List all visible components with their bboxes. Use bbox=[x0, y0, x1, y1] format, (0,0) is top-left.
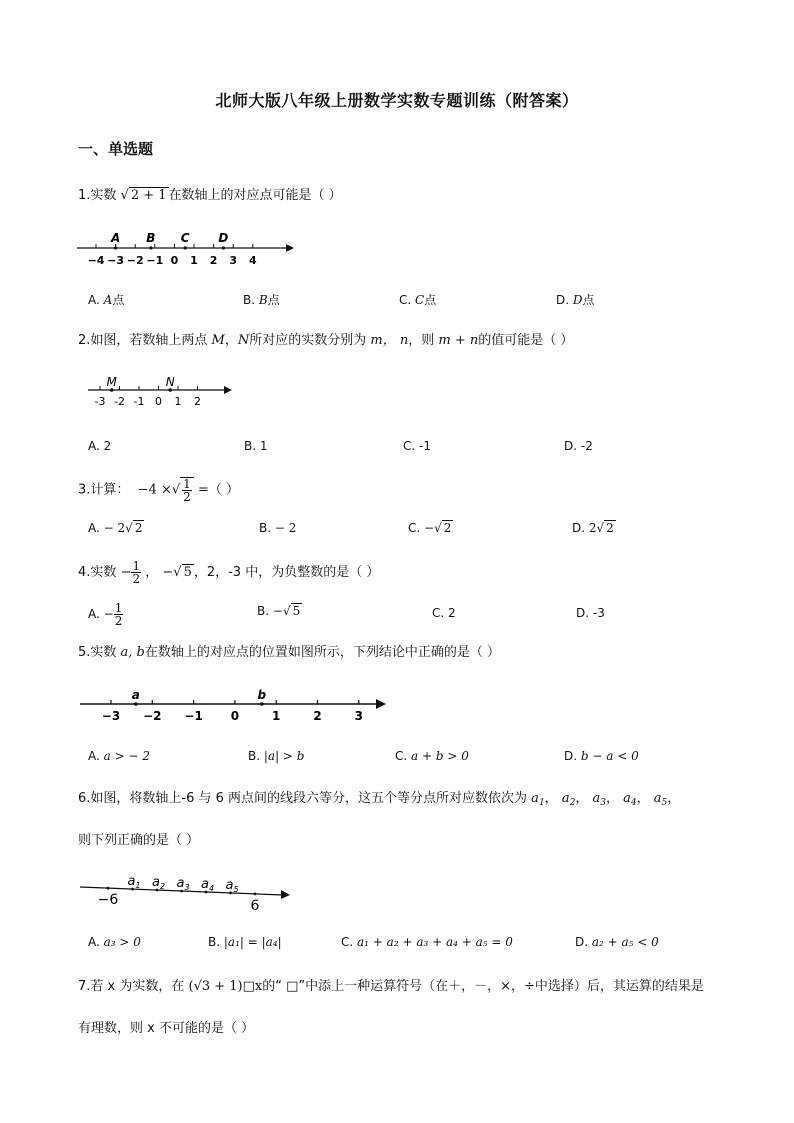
q5-number-line bbox=[78, 684, 398, 726]
q1-option-d[interactable]: D. D点 bbox=[556, 293, 595, 307]
q6-seq-term: $a_2$ bbox=[561, 791, 576, 808]
q5-option-a[interactable]: A. a > − 2 bbox=[88, 749, 150, 763]
q6-seq-term: $a_4$ bbox=[623, 791, 637, 808]
q2-tick-label: -3 bbox=[94, 395, 106, 408]
q6-option-b[interactable]: B. |a₁| = |a₄| bbox=[208, 935, 282, 949]
q6-right-label: 6 bbox=[250, 897, 260, 914]
q6-seq-term: $a_1$ bbox=[531, 791, 545, 808]
q2-tick-label: 0 bbox=[155, 395, 162, 408]
q1-tick-label: 2 bbox=[209, 254, 218, 267]
q6-point bbox=[254, 892, 257, 895]
question-5: 5.实数 a, b在数轴上的对应点的位置如图所示，下列结论中正确的是（ ） bbox=[78, 645, 501, 660]
q5-option-d[interactable]: D. b − a < 0 bbox=[564, 749, 639, 763]
q1-tick-label: −3 bbox=[107, 254, 125, 267]
q1-point bbox=[184, 246, 187, 249]
q6-point-label: $a_3$ bbox=[176, 876, 190, 892]
q1-tick-label: −1 bbox=[146, 254, 164, 267]
q6-point bbox=[107, 887, 110, 890]
question-7-line2: 有理数，则 x 不可能的是（ ） bbox=[78, 1021, 255, 1036]
q1-number-line bbox=[74, 228, 304, 268]
q3-option-c[interactable]: C. −√ 2 bbox=[408, 521, 452, 535]
q1-suffix: 在数轴上的对应点可能是（ ） bbox=[168, 188, 342, 203]
q2-option-d[interactable]: D. -2 bbox=[564, 439, 593, 453]
q6-point-label: $a_1$ bbox=[127, 874, 141, 891]
q3-option-a[interactable]: A. − 2√ 2 bbox=[88, 521, 143, 535]
q2-option-c[interactable]: C. -1 bbox=[403, 439, 431, 453]
q2-point-label: N bbox=[165, 375, 175, 389]
q1-option-c[interactable]: C. C点 bbox=[399, 293, 437, 307]
q1-point bbox=[114, 246, 117, 249]
q2-tick-label: 2 bbox=[194, 395, 201, 408]
question-6: 6.如图，将数轴上-6 与 6 两点间的线段六等分，这五个等分点所对应数依次为 $a_1$， $a_2$， $a_3$， $a_4$， $a_5$， bbox=[78, 791, 681, 808]
q6-left-label: −6 bbox=[97, 892, 119, 909]
q5-point-label: b bbox=[257, 688, 267, 702]
q2-option-a[interactable]: A. 2 bbox=[88, 439, 112, 453]
q2-tick-label: 1 bbox=[174, 395, 182, 408]
q6-seq-term: $a_3$ bbox=[592, 791, 606, 808]
q2-number-line bbox=[86, 372, 246, 408]
question-4: 4.实数 − $\frac{1}{2}$ ， −√ 5 ，2，-3 中，为负整数的是（ ） bbox=[78, 559, 380, 586]
q5-tick-label: 2 bbox=[313, 709, 322, 723]
q5-tick-label: 0 bbox=[230, 709, 240, 723]
q6-point-label: $a_4$ bbox=[201, 876, 215, 893]
q6-point-label: $a_2$ bbox=[152, 875, 166, 892]
q6-point-label: $a_5$ bbox=[225, 877, 239, 894]
q1-tick-label: −2 bbox=[126, 254, 144, 267]
q5-tick-label: 1 bbox=[272, 709, 281, 723]
q1-point-label: D bbox=[218, 231, 229, 245]
q5-point bbox=[260, 702, 264, 706]
question-1 bbox=[78, 186, 342, 206]
q4-option-a[interactable]: A. − $\frac{1}{2}$ bbox=[88, 601, 123, 628]
q1-point bbox=[222, 246, 225, 249]
question-7: 7.若 x 为实数，在 (√3 + 1)□x的“ □”中添上一种运算符号（在＋，－，×，÷中选择）后，其运算的结果是 bbox=[78, 979, 704, 994]
q2-option-b[interactable]: B. 1 bbox=[244, 439, 268, 453]
q4-option-b[interactable]: B. −√ 5 bbox=[257, 604, 301, 618]
q1-tick-label: 4 bbox=[248, 254, 257, 267]
q5-tick-label: −2 bbox=[143, 709, 162, 723]
q1-point-label: B bbox=[146, 231, 156, 245]
q5-option-b[interactable]: B. |a| > b bbox=[248, 749, 305, 763]
q1-sqrt: √ 2 + 1 bbox=[120, 188, 167, 203]
q1-tick-label: −4 bbox=[87, 254, 105, 267]
q6-sequence: $a_1$， $a_2$， $a_3$， $a_4$， $a_5$ bbox=[531, 791, 668, 808]
section-heading: 一、单选题 bbox=[78, 140, 154, 158]
q1-option-b[interactable]: B. B点 bbox=[243, 293, 280, 307]
q2-point-label: M bbox=[106, 375, 117, 389]
q4-option-d[interactable]: D. -3 bbox=[576, 606, 605, 620]
q3-option-b[interactable]: B. − 2 bbox=[259, 521, 297, 535]
q1-tick-label: 0 bbox=[170, 254, 179, 267]
q5-point bbox=[134, 702, 138, 706]
q3-option-d[interactable]: D. 2√ 2 bbox=[572, 521, 614, 535]
q1-prefix: 1.实数 bbox=[78, 188, 121, 203]
q5-tick-label: −3 bbox=[101, 709, 121, 723]
q2-tick-label: -1 bbox=[133, 395, 145, 408]
q1-point-label: C bbox=[180, 231, 190, 245]
q5-option-c[interactable]: C. a + b > 0 bbox=[395, 749, 469, 763]
q1-option-a[interactable]: A. A点 bbox=[88, 293, 125, 307]
q2-tick-label: -2 bbox=[114, 395, 125, 408]
q1-point bbox=[149, 246, 152, 249]
q1-tick-label: 1 bbox=[190, 254, 198, 267]
q5-tick-label: 3 bbox=[354, 709, 363, 723]
q1-tick-label: 3 bbox=[229, 254, 238, 267]
q5-point-label: a bbox=[131, 688, 140, 702]
q6-seq-term: $a_5$ bbox=[653, 791, 668, 808]
q6-number-line bbox=[78, 872, 298, 914]
question-2: 2.如图，若数轴上两点 M，N所对应的实数分别为 m， n，则 m + n的值可能是（ ） bbox=[78, 333, 574, 348]
q1-point-label: A bbox=[110, 231, 121, 245]
q1-expr: 2 + 1 bbox=[130, 188, 167, 203]
question-6-line2: 则下列正确的是（ ） bbox=[78, 833, 200, 848]
q6-option-c[interactable]: C. a₁ + a₂ + a₃ + a₄ + a₅ = 0 bbox=[341, 935, 513, 949]
q5-tick-label: −1 bbox=[184, 709, 203, 723]
question-3: 3.计算： −4 ×√ $\frac{1}{2}$ =（ ） bbox=[78, 477, 239, 504]
q4-option-c[interactable]: C. 2 bbox=[432, 606, 456, 620]
page-title: 北师大版八年级上册数学实数专题训练（附答案） bbox=[215, 91, 579, 110]
q6-option-d[interactable]: D. a₂ + a₅ < 0 bbox=[575, 935, 659, 949]
q6-option-a[interactable]: A. a₃ > 0 bbox=[88, 935, 141, 949]
